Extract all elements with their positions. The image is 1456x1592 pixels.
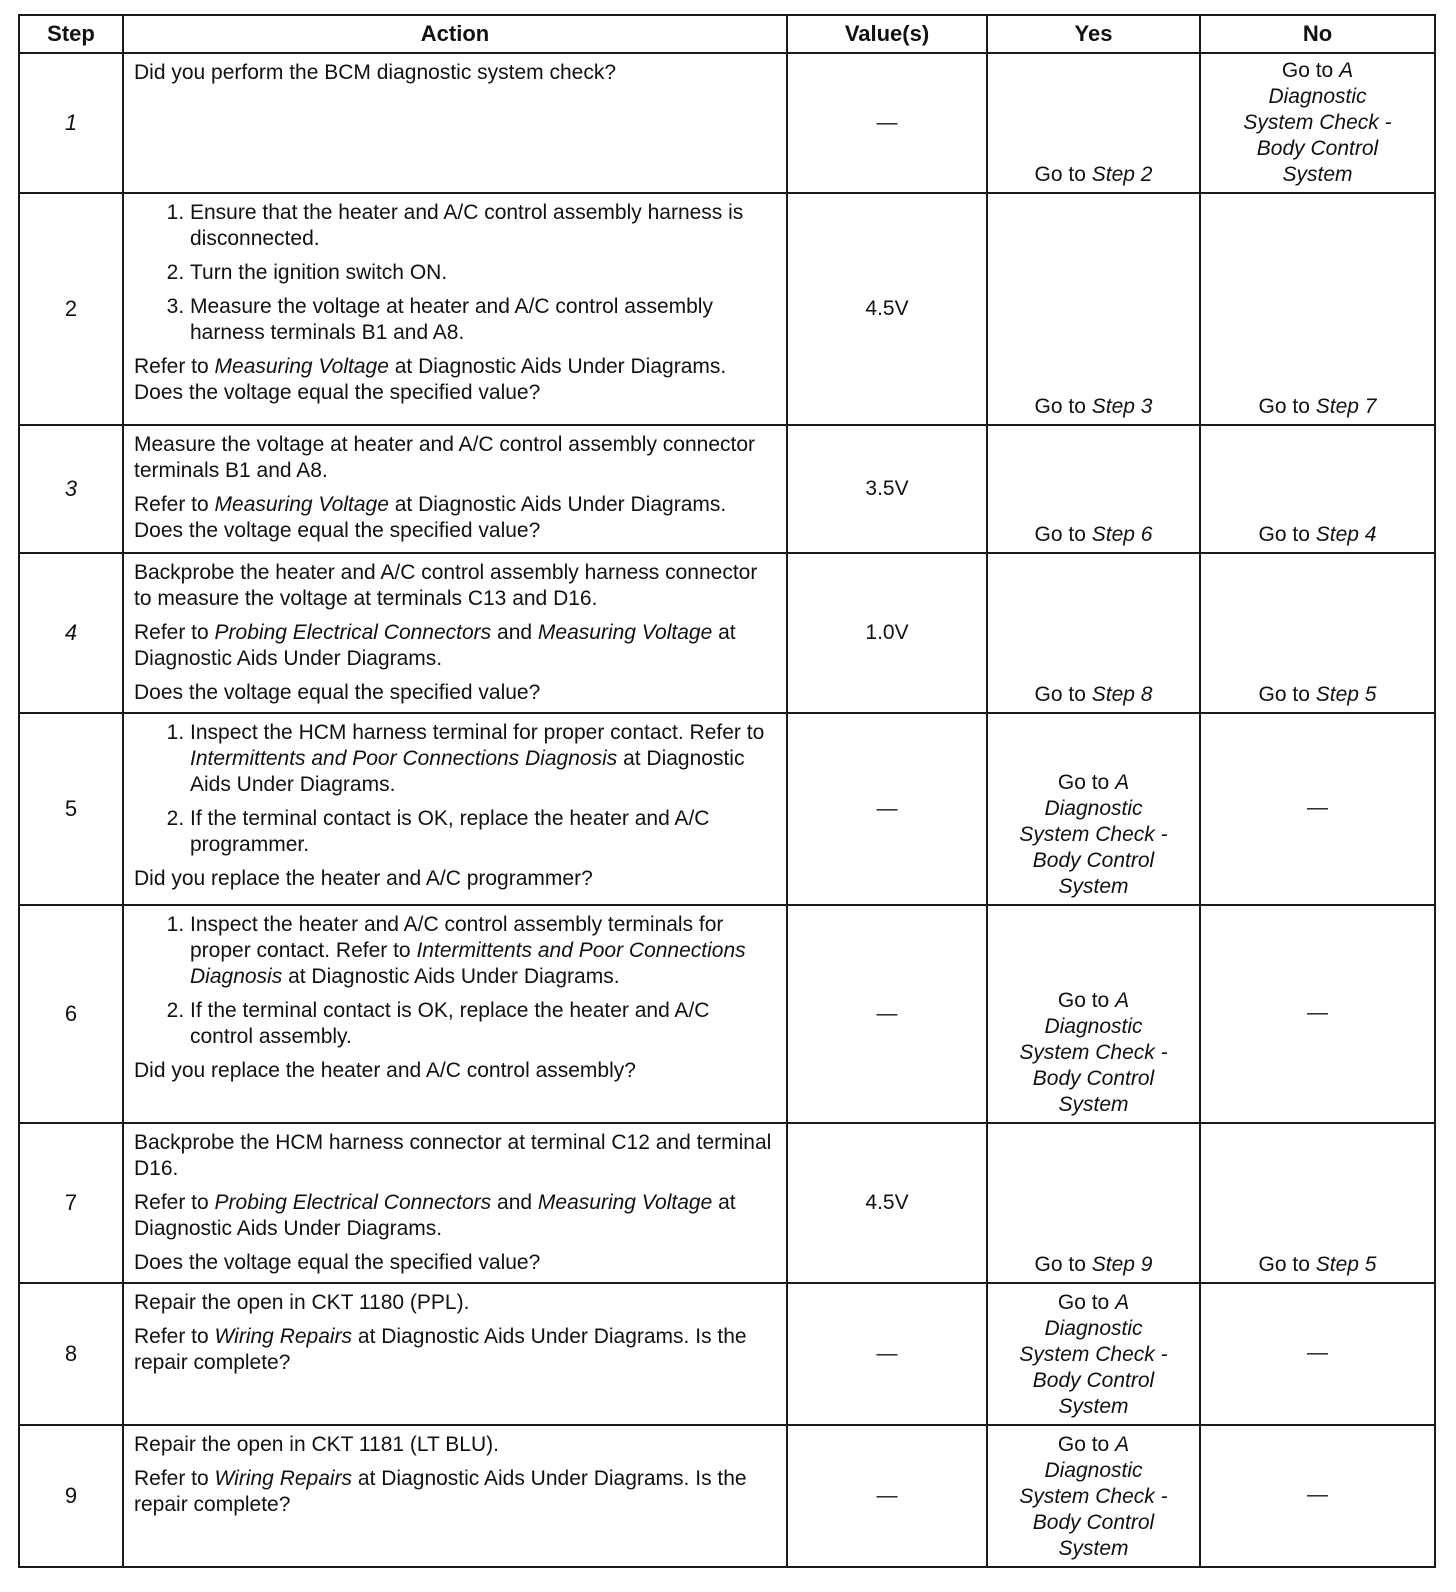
value-cell: 1.0V [787, 553, 987, 713]
yes-cell: Go to A Diagnostic System Check - Body Control System [987, 713, 1200, 905]
action-steps [134, 912, 776, 1050]
action-reference: Refer to Wiring Repairs at Diagnostic Aids Under Diagrams. Is the repair complete? [134, 1325, 747, 1374]
action-reference: Refer to Wiring Repairs at Diagnostic Aids Under Diagrams. Is the repair complete? [134, 1467, 747, 1516]
no-cell: — [1200, 713, 1435, 905]
action-cell [123, 193, 787, 425]
yes-cell: Go to A Diagnostic System Check - Body Control System [987, 905, 1200, 1123]
table-row [19, 1425, 1435, 1567]
step-number: 8 [19, 1283, 123, 1425]
yes-cell: Go to Step 3 [987, 193, 1200, 425]
step-number: 2 [19, 193, 123, 425]
no-cell: Go to Step 5 [1200, 553, 1435, 713]
table-row [19, 53, 1435, 193]
action-question: Does the voltage equal the specified value? [134, 681, 541, 704]
action-cell [123, 905, 787, 1123]
value-cell: — [787, 1283, 987, 1425]
action-step: 1. Ensure that the heater and A/C control assembly harness is disconnected. [190, 200, 776, 252]
action-reference: Refer to Measuring Voltage at Diagnostic Aids Under Diagrams. Does the voltage equal the specified value? [134, 355, 727, 404]
action-reference: Refer to Measuring Voltage at Diagnostic Aids Under Diagrams. Does the voltage equal the specified value? [134, 493, 727, 542]
step-ref: Step 2 [1091, 163, 1153, 186]
no-cell: — [1200, 1283, 1435, 1425]
yes-cell: Go to Step 9 [987, 1123, 1200, 1283]
value-cell: — [787, 905, 987, 1123]
action-steps [134, 720, 776, 858]
table-row [19, 553, 1435, 713]
header-no: No [1200, 15, 1435, 53]
yes-cell: Go to A Diagnostic System Check - Body Control System [987, 1283, 1200, 1425]
action-reference: Refer to Probing Electrical Connectors and Measuring Voltage at Diagnostic Aids Under Diagrams. [134, 1191, 736, 1240]
value-cell: — [787, 53, 987, 193]
no-cell: Go to A Diagnostic System Check - Body Control System [1200, 53, 1435, 193]
action-step: 2. If the terminal contact is OK, replace the heater and A/C control assembly. [190, 998, 776, 1050]
action-question: Does the voltage equal the specified value? [134, 1251, 541, 1274]
action-cell: Backprobe the HCM harness connector at terminal C12 and terminal D16. Refer to Probing Electrical Connectors and Measuring Voltage at Diagnostic Aids Under Diagrams. Does the voltage equal the specified value? [123, 1123, 787, 1283]
table-row [19, 1283, 1435, 1425]
table-row [19, 1123, 1435, 1283]
value-cell: 4.5V [787, 193, 987, 425]
action-question: Did you perform the BCM diagnostic system check? [134, 61, 617, 84]
value-cell: 4.5V [787, 1123, 987, 1283]
action-cell: Repair the open in CKT 1181 (LT BLU). Refer to Wiring Repairs at Diagnostic Aids Under Diagrams. Is the repair complete? [123, 1425, 787, 1567]
header-step: Step [19, 15, 123, 53]
action-steps [134, 200, 776, 346]
action-step: 1. Inspect the HCM harness terminal for proper contact. Refer to Intermittents and Poor Connections Diagnosis at Diagnostic Aids Under Diagrams. [190, 720, 776, 798]
action-step: 1. Inspect the heater and A/C control assembly terminals for proper contact. Refer to Intermittents and Poor Connections Diagnosis at Diagnostic Aids Under Diagrams. [190, 912, 776, 990]
yes-cell: Go to Step 8 [987, 553, 1200, 713]
action-step: 2. Turn the ignition switch ON. [190, 260, 776, 286]
header-yes: Yes [987, 15, 1200, 53]
action-step: 3. Measure the voltage at heater and A/C control assembly harness terminals B1 and A8. [190, 294, 776, 346]
table-row [19, 425, 1435, 553]
no-cell: — [1200, 905, 1435, 1123]
yes-cell: Go to Step 6 [987, 425, 1200, 553]
table-row [19, 713, 1435, 905]
header-row [19, 15, 1435, 53]
action-cell: Measure the voltage at heater and A/C control assembly connector terminals B1 and A8. Refer to Measuring Voltage at Diagnostic Aids Under Diagrams. Does the voltage equal the specified value? [123, 425, 787, 553]
action-cell [123, 53, 787, 193]
action-question: Did you replace the heater and A/C programmer? [134, 867, 593, 890]
table-row [19, 905, 1435, 1123]
action-reference: Refer to Probing Electrical Connectors and Measuring Voltage at Diagnostic Aids Under Diagrams. [134, 621, 736, 670]
step-number: 6 [19, 905, 123, 1123]
step-number: 1 [19, 53, 123, 193]
action-cell [123, 713, 787, 905]
yes-cell: Go to Step 2 [987, 53, 1200, 193]
no-cell: Go to Step 4 [1200, 425, 1435, 553]
value-cell: — [787, 713, 987, 905]
step-number: 9 [19, 1425, 123, 1567]
diagnostic-table [18, 14, 1436, 1568]
no-cell: Go to Step 7 [1200, 193, 1435, 425]
step-number: 3 [19, 425, 123, 553]
action-step: 2. If the terminal contact is OK, replace the heater and A/C programmer. [190, 806, 776, 858]
step-number: 4 [19, 553, 123, 713]
header-values: Value(s) [787, 15, 987, 53]
action-cell: Repair the open in CKT 1180 (PPL). Refer to Wiring Repairs at Diagnostic Aids Under Diagrams. Is the repair complete? [123, 1283, 787, 1425]
no-cell: — [1200, 1425, 1435, 1567]
header-action: Action [123, 15, 787, 53]
table-row [19, 193, 1435, 425]
action-question: Did you replace the heater and A/C control assembly? [134, 1059, 636, 1082]
no-cell: Go to Step 5 [1200, 1123, 1435, 1283]
step-number: 5 [19, 713, 123, 905]
value-cell: 3.5V [787, 425, 987, 553]
value-cell: — [787, 1425, 987, 1567]
yes-cell: Go to A Diagnostic System Check - Body Control System [987, 1425, 1200, 1567]
action-cell: Backprobe the heater and A/C control assembly harness connector to measure the voltage at terminals C13 and D16. Refer to Probing Electrical Connectors and Measuring Voltage at Diagnostic Aids Under Diagrams. Does the voltage equal the specified value? [123, 553, 787, 713]
step-number: 7 [19, 1123, 123, 1283]
